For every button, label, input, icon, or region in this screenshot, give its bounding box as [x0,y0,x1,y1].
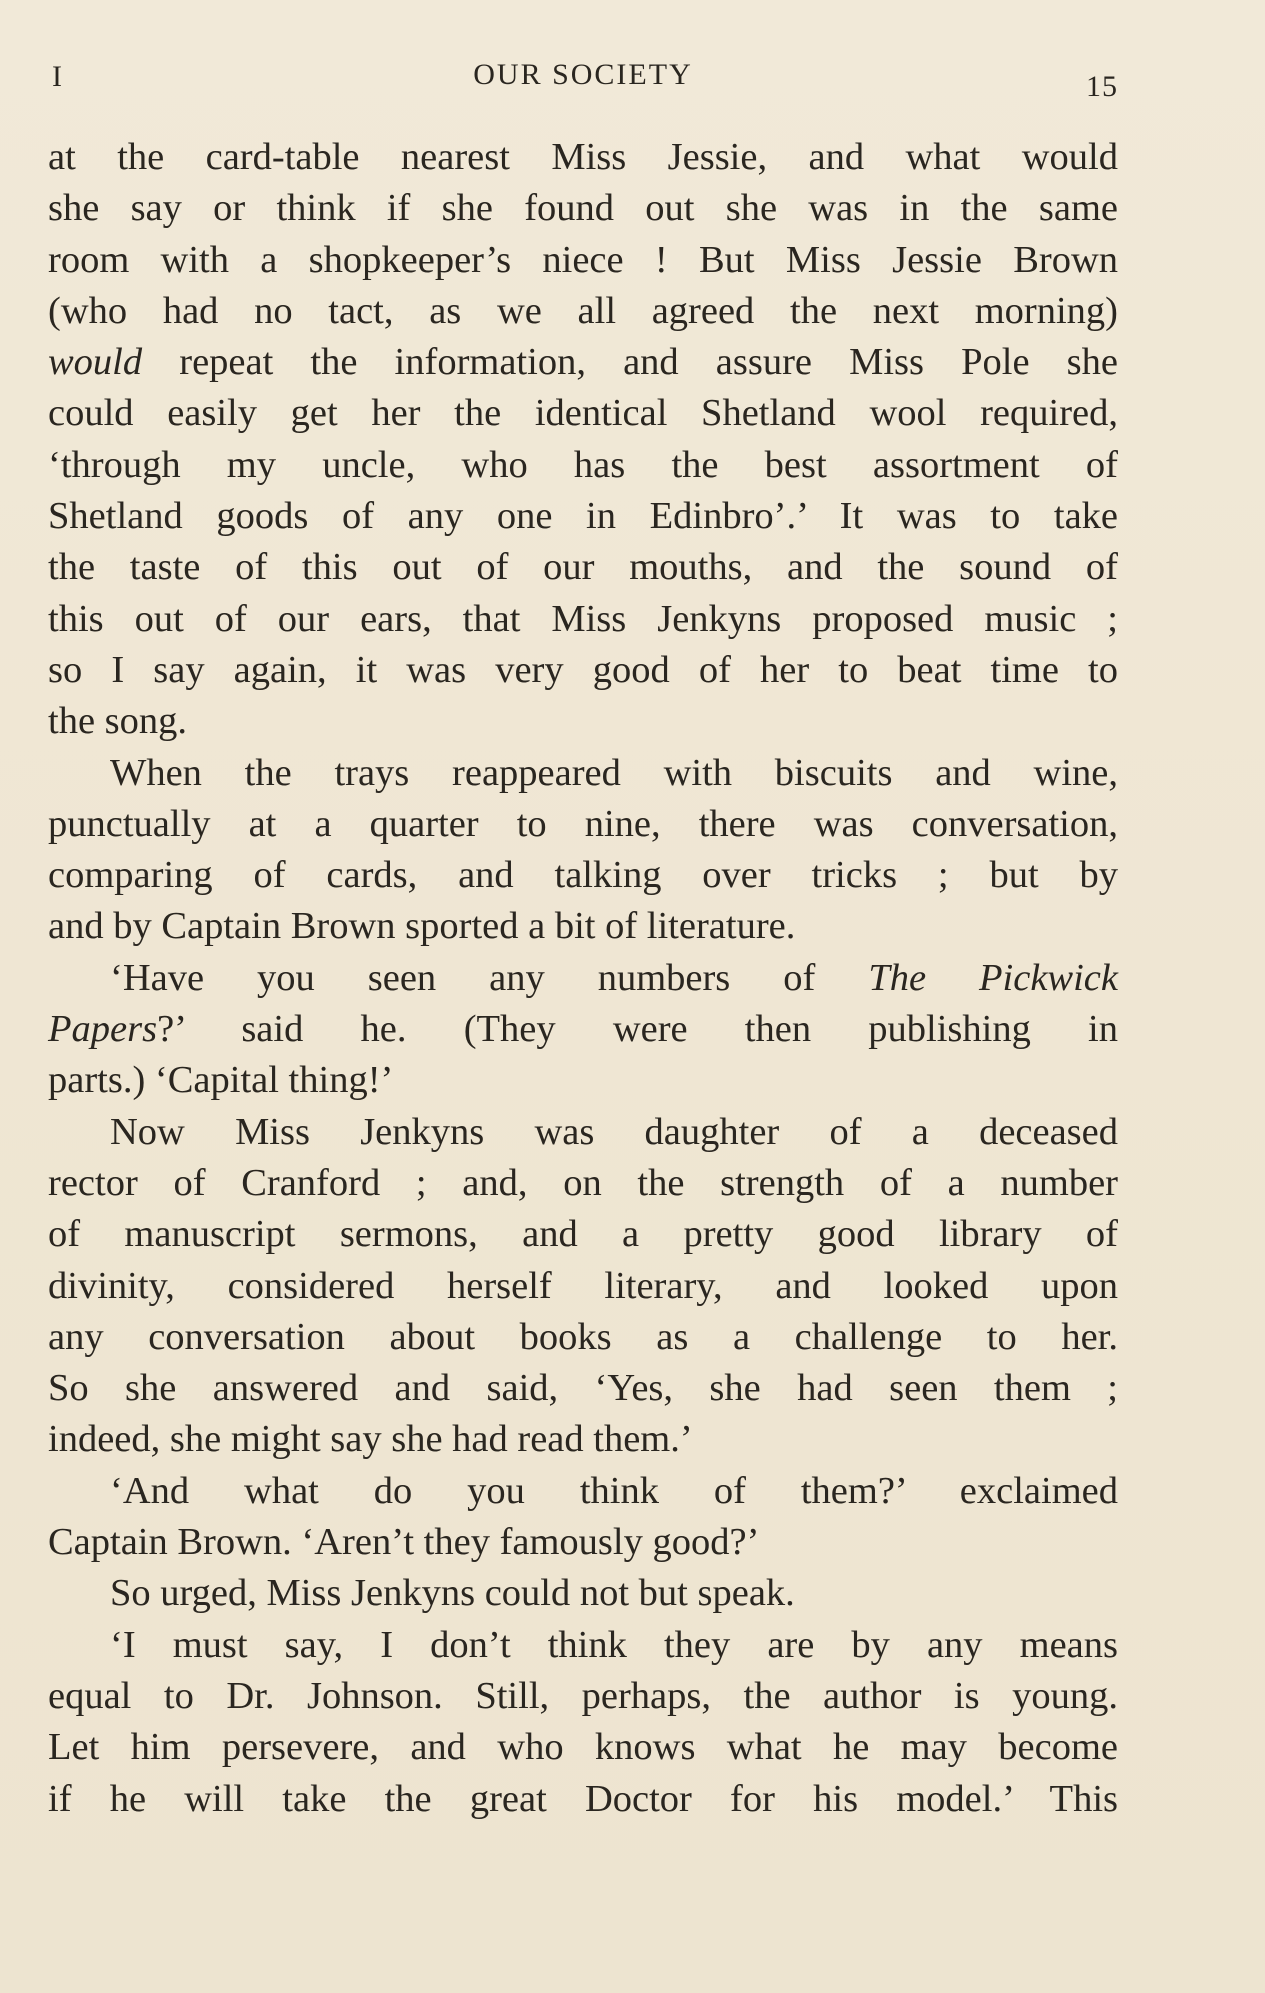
running-head [48,58,1118,103]
text-line: Captain Brown. ‘Aren’t they famously good?’ [48,1521,760,1564]
text-line: Let him persevere, and who knows what he may become [48,1726,1118,1769]
text-line: so I say again, it was very good of her to beat time to [48,648,1118,691]
chapter-title: OUR SOCIETY [473,58,693,91]
text-line: this out of our ears, that Miss Jenkyns proposed music ; [48,597,1118,640]
text-line: equal to Dr. Johnson. Still, perhaps, the author is young. [48,1674,1118,1717]
text-line: Papers?’ said he. (They were then publishing in [48,1008,1118,1051]
text-line: indeed, she might say she had read them.’ [48,1418,693,1461]
text-line: divinity, considered herself literary, and looked upon [48,1264,1118,1307]
text-line: When the trays reappeared with biscuits and wine, [110,751,1118,794]
text-line: any conversation about books as a challenge to her. [48,1315,1118,1358]
text-line: the song. [48,700,188,743]
text-line: rector of Cranford ; and, on the strength of a number [48,1161,1118,1204]
page-number: 15 [1086,70,1118,103]
text-line: she say or think if she found out she was in the same [48,187,1118,230]
text-line: of manuscript sermons, and a pretty good library of [48,1213,1118,1256]
text-line: (who had no tact, as we all agreed the next morning) [48,289,1118,332]
text-line: Shetland goods of any one in Edinbro’.’ It was to take [48,495,1118,538]
text-line: parts.) ‘Capital thing!’ [48,1059,394,1102]
text-line: room with a shopkeeper’s niece ! But Miss Jessie Brown [48,238,1118,281]
text-line: if he will take the great Doctor for his model.’ This [48,1777,1118,1820]
text-line: ‘I must say, I don’t think they are by any means [110,1623,1118,1666]
body-text [48,132,1118,1825]
text-line: punctually at a quarter to nine, there was conversation, [48,802,1118,845]
text-line: ‘through my uncle, who has the best assortment of [48,443,1118,486]
text-line: and by Captain Brown sported a bit of literature. [48,905,796,948]
text-line: at the card-table nearest Miss Jessie, and what would [48,136,1118,178]
chapter-number: I [52,60,63,93]
text-line: Now Miss Jenkyns was daughter of a deceased [110,1110,1118,1153]
text-line: could easily get her the identical Shetland wool required, [48,392,1118,435]
text-line: ‘Have you seen any numbers of The Pickwick [110,956,1118,999]
text-line: So she answered and said, ‘Yes, she had seen them ; [48,1367,1118,1410]
text-line: ‘And what do you think of them?’ exclaimed [110,1469,1118,1512]
text-line: comparing of cards, and talking over tricks ; but by [48,854,1118,897]
text-line: the taste of this out of our mouths, and the sound of [48,546,1118,589]
text-line: would repeat the information, and assure Miss Pole she [48,341,1118,384]
text-line: So urged, Miss Jenkyns could not but speak. [110,1572,795,1615]
